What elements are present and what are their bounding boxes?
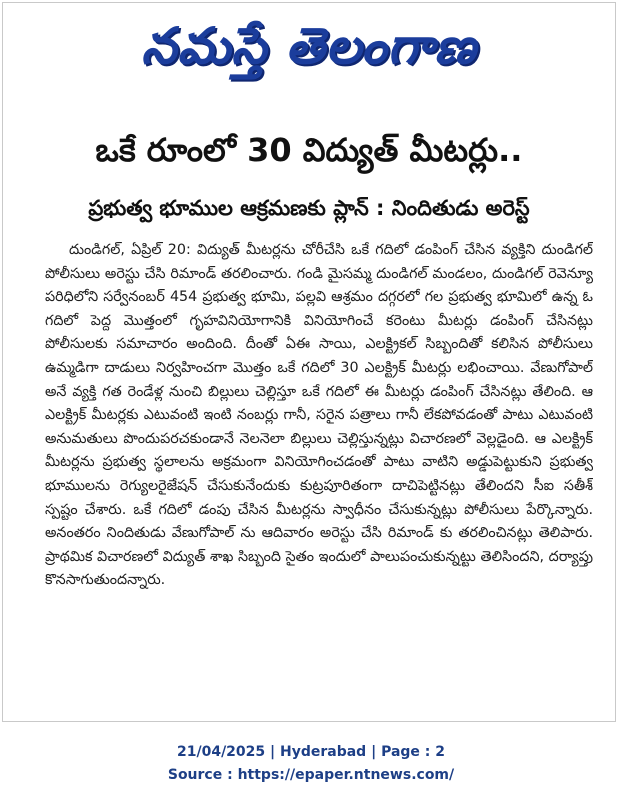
footer-source-line: Source : https://epaper.ntnews.com/: [167, 767, 455, 783]
footer-date-line: 21/04/2025 | Hyderabad | Page : 2: [176, 744, 446, 760]
article-headline: ఒకే రూంలో 30 విద్యుత్ మీటర్లు..: [95, 131, 523, 169]
article-subheadline: ప్రభుత్వ భూముల ఆక్రమణకు ప్లాన్ : నిందితుడు అరెస్ట్: [88, 196, 530, 220]
article-body: దుండిగల్, ఏప్రిల్ 20: విద్యుత్ మీటర్లను చోరీచేసి ఒకే గదిలో డంపింగ్ చేసిన వ్యక్తిని దుండిగల్ పోలీసులు అరెస్టు చేసి రిమాండ్ తరలించారు. గండి మైసమ్మ దుండిగల్ మండలం, దుండిగల్ రెవెన్యూ పరిధిలోని సర్వేనంబర్ 454 ప్రభుత్వ భూమి, పల్లవి ఆశ్రమం దగ్గరలో గల ప్రభుత్వ భూమిలో ఉన్న ఓ గదిలో పెద్ద మొత్తంలో గృహవినియోగానికి వినియోగించే కరెంటు మీటర్లు డంపింగ్ చేసినట్లు పోలీసులకు సమాచారం అందింది. దీంతో ఏఈ సాయి, ఎలక్ట్రికల్ సిబ్బందితో కలిసిన పోలీసులు ఉమ్మడిగా దాడులు నిర్వహించగా మొత్తం ఒకే గదిలో 30 ఎలక్ట్రిక్ మీటర్లు లభించాయి. వేణుగోపాల్ అనే వ్యక్తి గత రెండేళ్ల నుంచి బిల్లులు చెల్లిస్తూ ఒకే గదిలో ఈ మీటర్లు డంపింగ్ చేసినట్లు తేలింది. ఆ ఎలక్ట్రిక్ మీటర్లకు ఎటువంటి ఇంటి నంబర్లు గానీ, సరైన పత్రాలు గానీ లేకపోవడంతో పాటు ఎటువంటి అనుమతులు పొందుపరచకుండానే నెలనెలా బిల్లులు చెల్లిస్తున్నట్లు విచారణలో వెల్లడైంది. ఆ ఎలక్ట్రిక్ మీటర్లను ప్రభుత్వ స్థలాలను అక్రమంగా వినియోగించడంతో పాటు వాటిని అడ్డుపెట్టుకుని ప్రభుత్వ భూములను రెగ్యులరైజేషన్ చేసుకునేందుకు కుట్రపూరితంగా దాచిపెట్టినట్లు తేలిందని సీఐ సతీశ్ స్పష్టం చేశారు. ఒకే గదిలో డంపు చేసిన మీటర్లను స్వాధీనం చేసుకున్నట్లు పోలీసులు పేర్కొన్నారు. అనంతరం నిందితుడు వేణుగోపాల్ ను ఆదివారం అరెస్టు చేసి రిమాండ్ కు తరలించినట్లు తెలిపారు. ప్రాథమిక విచారణలో విద్యుత్ శాఖ సిబ్బంది సైతం ఇందులో పాలుపంచుకున్నట్టు తెలిసిందని, దర్యాప్తు కొనసాగుతుందన్నారు.: [45, 242, 593, 589]
newspaper-masthead: నమస్తే తెలంగాణ: [141, 16, 477, 75]
news-clipping: [2, 2, 616, 722]
